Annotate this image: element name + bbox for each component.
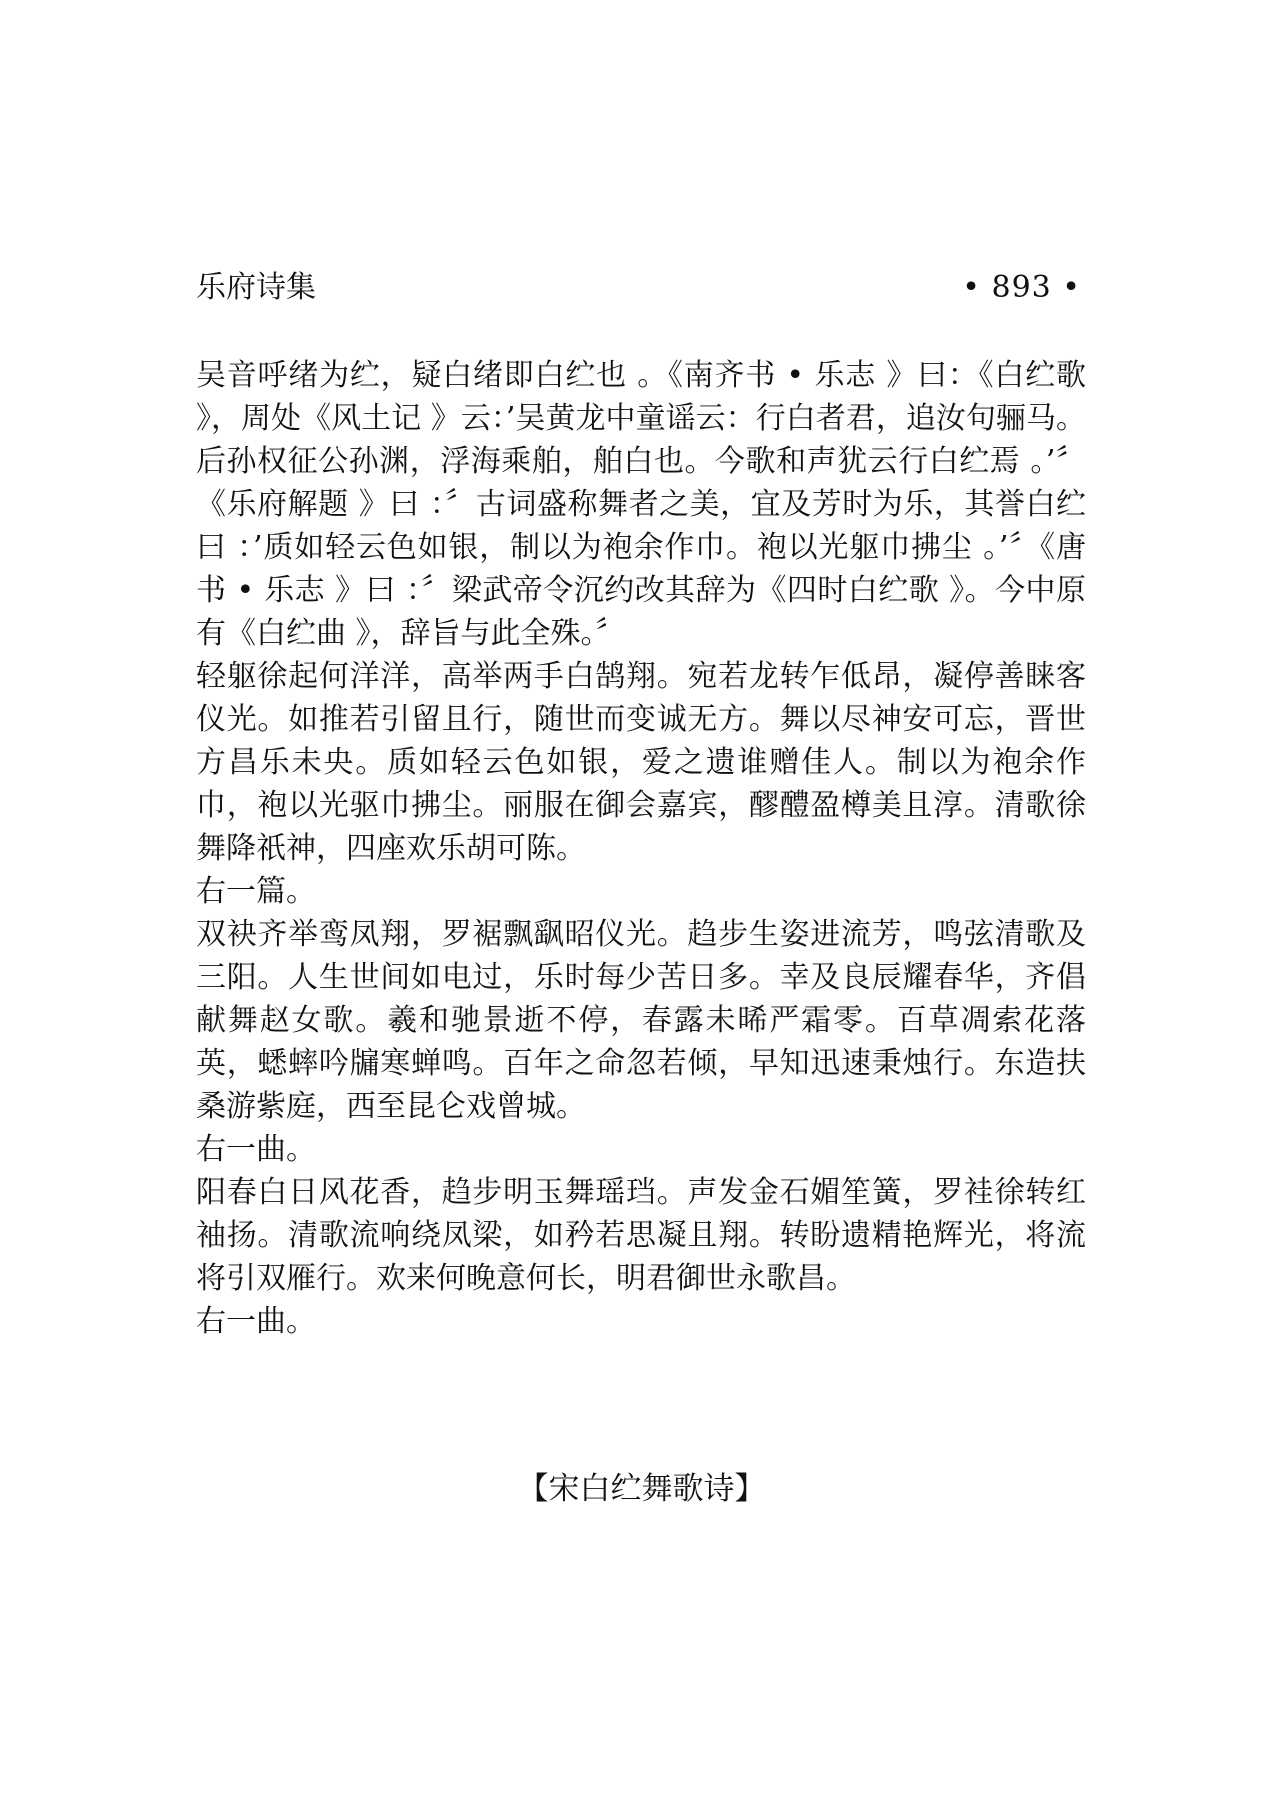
page-number: • 893 • xyxy=(962,270,1081,305)
section-title: 【宋白纻舞歌诗】 xyxy=(517,1471,766,1507)
body-text xyxy=(196,354,1086,1343)
page-header xyxy=(196,266,1081,310)
paragraph-note-1: 右一篇。 xyxy=(196,874,316,909)
paragraph-poem-2: 双袂齐举鸾凤翔，罗裾飘飖昭仪光。趋步生姿进流芳，鸣弦清歌及三阳。人生世间如电过，乐时每少苦日多。幸及良辰耀春华，齐倡献舞赵女歌。羲和驰景逝不停，春露未晞严霜零。百草凋索花落英，蟋蟀吟牖寒蝉鸣。百年之命忽若倾，早知迅速秉烛行。东造扶桑游紫庭，西至昆仑戏曾城。 xyxy=(196,917,1086,1124)
paragraph-note-3: 右一曲。 xyxy=(196,1304,316,1339)
paragraph-note-2: 右一曲。 xyxy=(196,1132,316,1167)
paragraph-poem-1: 轻躯徐起何洋洋，高举两手白鹄翔。宛若龙转乍低昂，凝停善睐客仪光。如推若引留且行，随世而变诚无方。舞以尽神安可忘，晋世方昌乐未央。质如轻云色如银，爱之遗谁赠佳人。制以为袍余作巾，袍以光驱巾拂尘。丽服在御会嘉宾，醪醴盈樽美且淳。清歌徐舞降祇神，四座欢乐胡可陈。 xyxy=(196,659,1086,866)
paragraph-poem-3: 阳春白日风花香，趋步明玉舞瑶珰。声发金石媚笙簧，罗袿徐转红袖扬。清歌流响绕凤梁，如矜若思凝且翔。转盼遗精艳辉光，将流将引双雁行。欢来何晚意何长，明君御世永歌昌。 xyxy=(196,1175,1086,1296)
book-title: 乐府诗集 xyxy=(196,270,316,305)
paragraph-preface: 吴音呼绪为纻，疑白绪即白纻也 。《南齐书 • 乐志 》曰：《白纻歌 》，周处《风土记 》云：’吴黄龙中童谣云：行白者君，追汝句骊马。后孙权征公孙渊，浮海乘舶，舶白也。今歌和声犹云行白纻焉 。’〞《乐府解题 》曰 ：〞古词盛称舞者之美，宜及芳时为乐，其誉白纻曰 ：’质如轻云色如银，制以为袍余作巾。袍以光躯巾拂尘 。’〞《唐书 • 乐志 》曰 ：〞梁武帝令沉约改其辞为《四时白纻歌 》。今中原有《白纻曲 》，辞旨与此全殊。〞 xyxy=(196,358,1086,651)
